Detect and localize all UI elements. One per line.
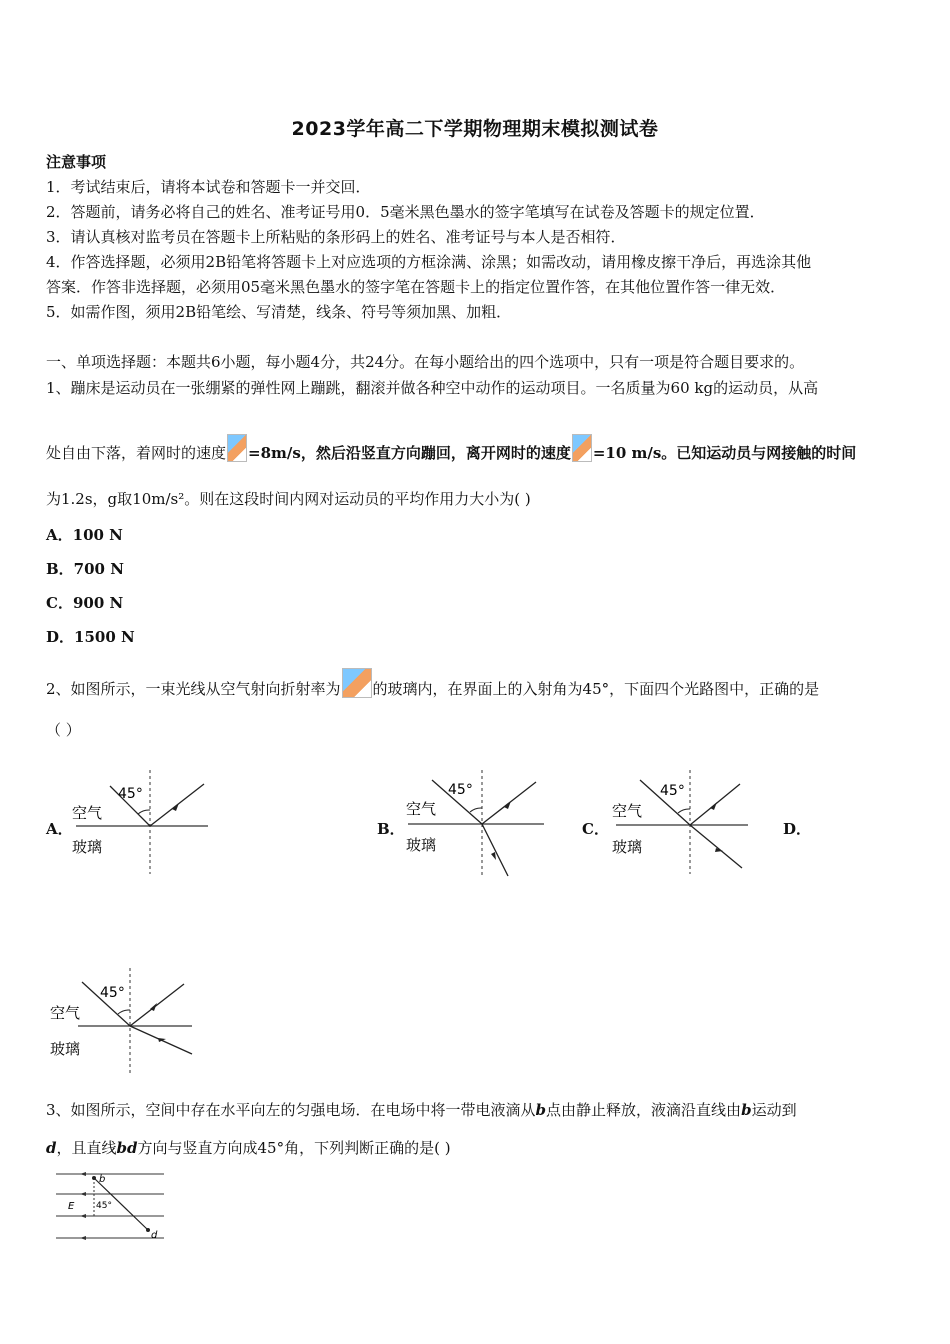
point-b: [92, 1176, 96, 1180]
angle-label: 45°: [660, 783, 685, 799]
arrow-icon: [80, 1172, 86, 1176]
angle-label: 45°: [118, 786, 143, 802]
notice-item-2: 2．答题前，请务必将自己的姓名、准考证号用0．5毫米黑色墨水的签字笔填写在试卷及答题卡的规定位置．: [46, 203, 765, 221]
label-d: d: [151, 1230, 158, 1241]
q1-line3: 为1.2s，g取10m/s²。则在这段时间内网对运动员的平均作用力大小为( ): [46, 490, 531, 508]
q1-line2: [46, 434, 856, 463]
label-b: b: [99, 1174, 106, 1185]
page-title: 2023学年高二下学期物理期末模拟测试卷: [291, 118, 659, 140]
angle-label: 45°: [96, 1201, 112, 1211]
q3-point-d: d: [46, 1139, 57, 1157]
arrow-icon: [710, 802, 717, 810]
notice-item-4: 4．作答选择题，必须用2B铅笔将答题卡上对应选项的方框涂满、涂黑；如需改动，请用橡皮擦干净后，再选涂其他: [46, 253, 812, 271]
q3-line2-b: 方向与竖直方向成45°角，下列判断正确的是( ): [137, 1139, 451, 1157]
point-d: [146, 1228, 150, 1232]
formula-image-icon: [572, 434, 592, 462]
glass-label: 玻璃: [612, 838, 643, 856]
diagram-option-a: [66, 770, 214, 876]
q1-option-b: B．700 N: [46, 560, 124, 578]
glass-label: 玻璃: [50, 1040, 81, 1058]
q2-line1-b: 的玻璃内，在界面上的入射角为45°，下面四个光路图中，正确的是: [372, 680, 820, 698]
diagram-option-c: [606, 770, 754, 876]
q1-line2-c: =10 m/s。已知运动员与网接触的时间: [592, 444, 857, 462]
q3-line2-a: ，且直线: [56, 1139, 117, 1157]
q1-line1: 1、蹦床是运动员在一张绷紧的弹性网上蹦跳，翻滚并做各种空中动作的运动项目。一名质量为60 kg的运动员，从高: [46, 379, 819, 397]
angle-arc: [678, 809, 690, 813]
angle-label: 45°: [448, 782, 473, 798]
notice-item-3: 3．请认真核对监考员在答题卡上所粘贴的条形码上的姓名、准考证号与本人是否相符．: [46, 228, 626, 246]
air-label: 空气: [50, 1004, 81, 1022]
angle-label: 45°: [100, 985, 125, 1001]
glass-label: 玻璃: [406, 836, 437, 854]
q2-line1: [46, 668, 819, 699]
q2-option-b-label: B．: [377, 820, 405, 838]
q3-line1: [46, 1100, 797, 1120]
label-e: E: [68, 1201, 75, 1212]
notice-item-1: 1．考试结束后，请将本试卷和答题卡一并交回．: [46, 178, 371, 196]
q3-line1-a: 3、如图所示，空间中存在水平向左的匀强电场．在电场中将一带电液滴从: [46, 1101, 536, 1119]
q3-line-bd: bd: [116, 1139, 138, 1157]
air-label: 空气: [72, 804, 103, 822]
q2-option-a-label: A．: [46, 820, 73, 838]
reflected-ray: [130, 984, 184, 1026]
q3-point-b-2: b: [741, 1101, 752, 1119]
formula-image-icon: [342, 668, 372, 698]
arrow-icon: [80, 1236, 86, 1240]
arrow-icon: [504, 801, 511, 809]
air-label: 空气: [406, 800, 437, 818]
notice-item-4-cont: 答案．作答非选择题，必须用05毫米黑色墨水的签字笔在答题卡上的指定位置作答，在其他位置作答一律无效．: [46, 278, 786, 296]
q3-point-b: b: [535, 1101, 547, 1119]
q1-line2-a: 处自由下落，着网时的速度: [46, 444, 227, 462]
angle-arc: [138, 810, 150, 814]
diagram-option-b: [398, 770, 546, 880]
angle-arc: [118, 1010, 130, 1014]
q1-line2-b: =8m/s，然后沿竖直方向蹦回，离开网时的速度: [248, 444, 571, 462]
arrow-icon: [80, 1192, 86, 1196]
refracted-ray: [482, 824, 508, 876]
q2-line2: （ ）: [46, 721, 81, 739]
q3-line1-c: 运动到: [751, 1101, 797, 1119]
arrow-icon: [491, 852, 496, 860]
q3-line1-b: 点由静止释放，液滴沿直线由: [546, 1101, 742, 1119]
arrow-icon: [172, 803, 179, 811]
angle-arc: [470, 808, 482, 812]
formula-image-icon: [227, 434, 247, 462]
glass-label: 玻璃: [72, 838, 103, 856]
q3-line2: [46, 1138, 451, 1158]
diagram-option-d: [46, 966, 196, 1076]
notice-item-5: 5．如需作图，须用2B铅笔绘、写清楚，线条、符号等须加黑、加粗．: [46, 303, 512, 321]
q2-option-c-label: C．: [582, 820, 609, 838]
arrow-icon: [80, 1214, 86, 1218]
q1-option-c: C．900 N: [46, 594, 124, 612]
refracted-ray: [690, 825, 742, 868]
q1-option-a: A．100 N: [46, 526, 123, 544]
q2-option-d-label: D．: [783, 820, 812, 838]
q1-option-d: D．1500 N: [46, 628, 135, 646]
q2-line1-a: 2、如图所示，一束光线从空气射向折射率为: [46, 680, 341, 698]
electric-field-diagram: [52, 1168, 168, 1244]
notice-heading: 注意事项: [46, 153, 107, 171]
air-label: 空气: [612, 802, 643, 820]
section-heading: 一、单项选择题：本题共6小题，每小题4分，共24分。在每小题给出的四个选项中，只有一项是符合题目要求的。: [46, 353, 805, 371]
